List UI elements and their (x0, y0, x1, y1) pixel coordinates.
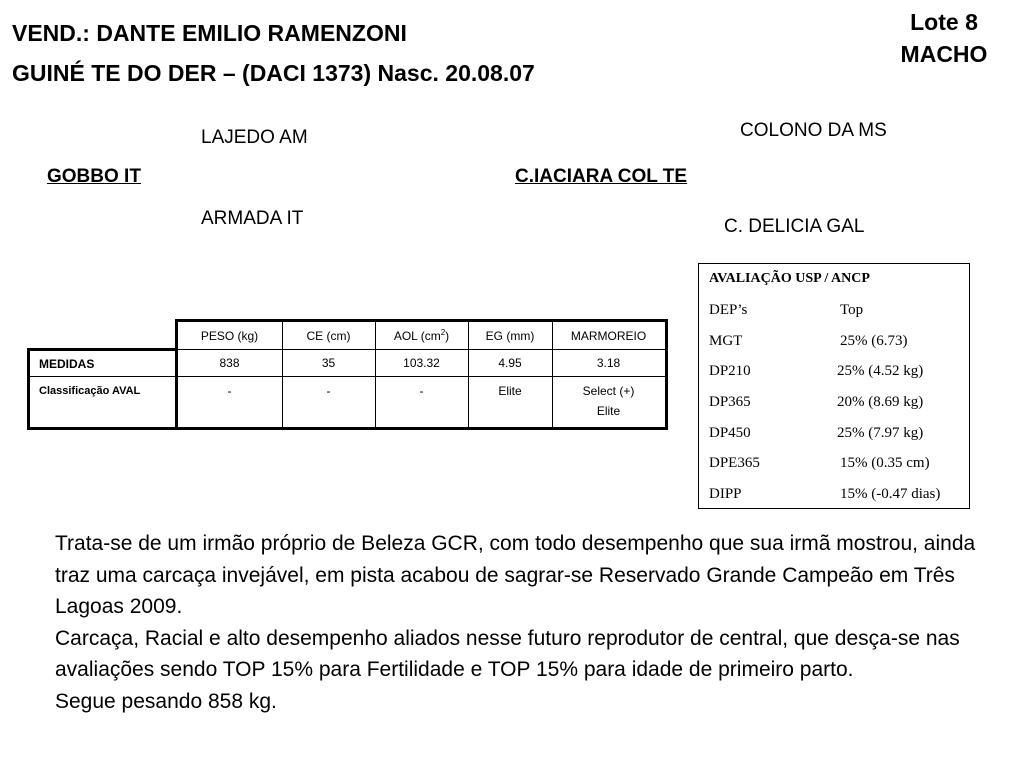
column-header-peso: PESO (kg) (176, 321, 282, 350)
evaluation-value: 25% (6.73) (840, 333, 908, 349)
evaluation-label: DP210 (709, 363, 751, 379)
column-header-eg: EG (mm) (468, 321, 552, 350)
aol-label: AOL (cm (393, 329, 441, 343)
evaluation-value: Top (840, 302, 864, 318)
evaluation-value: 15% (-0.47 dias) (840, 486, 941, 502)
evaluation-label: DIPP (709, 486, 742, 502)
measurements-table (27, 319, 668, 430)
evaluation-label: DP365 (709, 394, 751, 410)
pedigree-dam: C.IACIARA COL TE (515, 166, 688, 187)
class-marmoreio-line1: Select (+) (582, 384, 635, 398)
pedigree-dam-sire: COLONO DA MS (740, 120, 887, 141)
class-marmoreio-line2: Elite (596, 404, 621, 418)
row-label-classificacao: Classificação AVAL (29, 377, 177, 429)
evaluation-title: AVALIAÇÃO USP / ANCP (709, 271, 870, 286)
table-row (29, 377, 667, 429)
evaluation-label: DPE365 (709, 455, 760, 471)
evaluation-value: 25% (4.52 kg) (837, 363, 924, 379)
description-paragraph: Segue pesando 858 kg. (55, 689, 277, 713)
column-header-marmoreio: MARMOREIO (552, 321, 666, 350)
class-marmoreio (552, 377, 666, 429)
table-corner-cell (29, 321, 177, 350)
class-ce: - (282, 377, 375, 429)
pedigree-sire: GOBBO IT (47, 166, 141, 187)
cell-ce: 35 (282, 350, 375, 377)
evaluation-value: 15% (0.35 cm) (840, 455, 930, 471)
description-text (55, 528, 985, 717)
pedigree-dam-dam: C. DELICIA GAL (724, 216, 865, 237)
cell-peso: 838 (176, 350, 282, 377)
row-label-medidas: MEDIDAS (29, 350, 177, 377)
evaluation-value: 20% (8.69 kg) (837, 394, 924, 410)
aol-close: ) (445, 329, 450, 343)
evaluation-label: DEP’s (709, 302, 748, 318)
description-paragraph: Trata-se de um irmão próprio de Beleza GCR, com todo desempenho que sua irmã mostrou, ainda traz uma carcaça invejável, em pista acabou de sagrar-se Reservado Grande Campeão em Três Lagoas 2009. (55, 532, 976, 618)
description-paragraph: Carcaça, Racial e alto desempenho aliados nesse futuro reprodutor de central, que desça-se nas avaliações sendo TOP 15% para Fertilidade e TOP 15% para idade de primeiro parto. (55, 626, 960, 681)
column-header-ce: CE (cm) (282, 321, 375, 350)
column-header-aol (375, 321, 468, 350)
animal-title: GUINÉ TE DO DER – (DACI 1373) Nasc. 20.08.07 (12, 60, 535, 86)
sex-label: MACHO (900, 41, 988, 67)
cell-eg: 4.95 (468, 350, 552, 377)
table-header-row (29, 321, 667, 350)
evaluation-box (698, 263, 970, 509)
evaluation-value: 25% (7.97 kg) (837, 425, 924, 441)
class-aol: - (375, 377, 468, 429)
table-row (29, 350, 667, 377)
lot-label (874, 6, 1014, 70)
cell-aol: 103.32 (375, 350, 468, 377)
evaluation-label: MGT (709, 333, 743, 349)
vendor-title: VEND.: DANTE EMILIO RAMENZONI (12, 20, 407, 46)
class-peso: - (176, 377, 282, 429)
lot-number: Lote 8 (910, 9, 978, 35)
class-eg: Elite (468, 377, 552, 429)
evaluation-label: DP450 (709, 425, 751, 441)
aol-superscript: 2 (440, 328, 446, 337)
pedigree-sire-dam: ARMADA IT (201, 208, 304, 229)
pedigree-sire-sire: LAJEDO AM (201, 127, 308, 148)
cell-marmoreio: 3.18 (552, 350, 666, 377)
